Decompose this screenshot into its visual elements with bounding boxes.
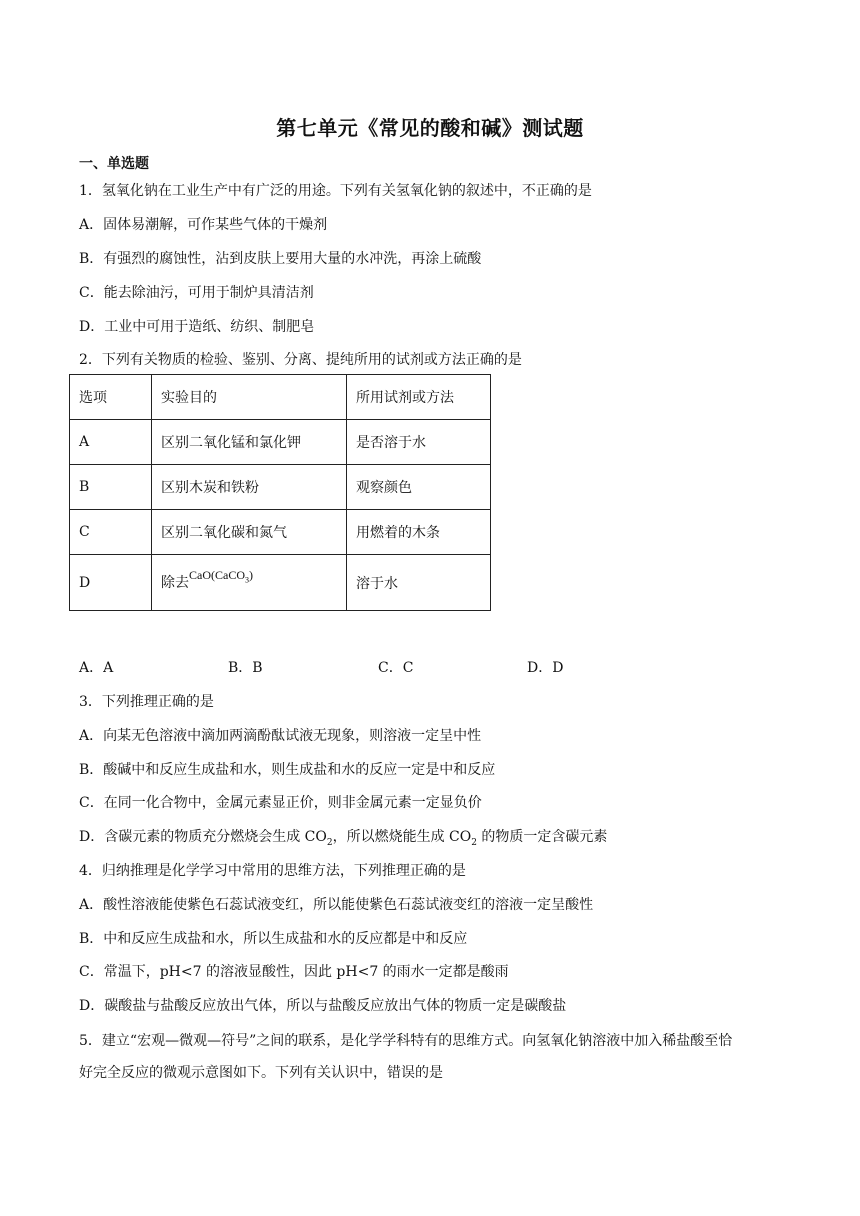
table-cell: C [70, 510, 152, 555]
question-3-option-a: A．向某无色溶液中滴加两滴酚酞试液无现象，则溶液一定呈中性 [79, 728, 482, 744]
table-cell: D [70, 555, 152, 611]
question-4-option-d: D．碳酸盐与盐酸反应放出气体，所以与盐酸反应放出气体的物质一定是碳酸盐 [79, 998, 567, 1014]
question-3-option-b: B．酸碱中和反应生成盐和水，则生成盐和水的反应一定是中和反应 [79, 762, 496, 778]
table-row [70, 510, 491, 555]
question-2-option-b: B．B [228, 660, 263, 676]
page-title: 第七单元《常见的酸和碱》测试题 [276, 116, 584, 140]
table-cell: 观察颜色 [347, 465, 491, 510]
table-header-cell: 实验目的 [152, 375, 347, 420]
question-5-stem-line-1: 5．建立“宏观—微观—符号”之间的联系，是化学学科特有的思维方式。向氢氧化钠溶液中加入稀盐酸至恰 [79, 1033, 733, 1049]
table-cell: 是否溶于水 [347, 420, 491, 465]
section-heading: 一、单选题 [79, 156, 149, 172]
question-2-option-c: C．C [378, 660, 414, 676]
table-row [70, 555, 491, 611]
purpose-prefix: 除去 [161, 575, 189, 592]
question-3-stem: 3．下列推理正确的是 [79, 694, 214, 710]
question-1-option-b: B．有强烈的腐蚀性，沾到皮肤上要用大量的水冲洗，再涂上硫酸 [79, 251, 482, 267]
table-cell: 用燃着的木条 [347, 510, 491, 555]
question-3-option-c: C．在同一化合物中，金属元素显正价，则非金属元素一定显负价 [79, 795, 482, 811]
question-2-option-a: A．A [79, 660, 114, 676]
table-cell [152, 555, 347, 611]
table-header-row [70, 375, 491, 420]
chemical-formula: CaO(CaCO$_3$) [189, 568, 253, 585]
question-2-stem: 2．下列有关物质的检验、鉴别、分离、提纯所用的试剂或方法正确的是 [79, 352, 522, 368]
question-1-option-c: C．能去除油污，可用于制炉具清洁剂 [79, 285, 314, 301]
question-1-option-a: A．固体易潮解，可作某些气体的干燥剂 [79, 217, 328, 233]
question-5-stem-line-2: 好完全反应的微观示意图如下。下列有关认识中，错误的是 [79, 1065, 443, 1081]
table-header-cell: 选项 [70, 375, 152, 420]
question-4-option-a: A．酸性溶液能使紫色石蕊试液变红，所以能使紫色石蕊试液变红的溶液一定呈酸性 [79, 897, 594, 913]
table-cell: 溶于水 [347, 555, 491, 611]
question-4-option-c: C．常温下，pH<7 的溶液显酸性，因此 pH<7 的雨水一定都是酸雨 [79, 964, 509, 980]
table-cell: A [70, 420, 152, 465]
table-header-cell: 所用试剂或方法 [347, 375, 491, 420]
question-2-table [69, 374, 491, 611]
table-cell: 区别木炭和铁粉 [152, 465, 347, 510]
question-4-stem: 4．归纳推理是化学学习中常用的思维方法，下列推理正确的是 [79, 863, 466, 879]
question-1-stem: 1．氢氧化钠在工业生产中有广泛的用途。下列有关氢氧化钠的叙述中，不正确的是 [79, 183, 592, 199]
question-1-option-d: D．工业中可用于造纸、纺织、制肥皂 [79, 319, 315, 335]
question-4-option-b: B．中和反应生成盐和水，所以生成盐和水的反应都是中和反应 [79, 931, 468, 947]
table-row [70, 420, 491, 465]
table-cell: 区别二氧化锰和氯化钾 [152, 420, 347, 465]
question-2-option-d: D．D [527, 660, 564, 676]
table-cell: B [70, 465, 152, 510]
table-row [70, 465, 491, 510]
question-3-option-d: D．含碳元素的物质充分燃烧会生成 $CO_2$，所以燃烧能生成 $CO_2$ 的物质一定含碳元素 [79, 829, 608, 848]
table-cell: 区别二氧化碳和氮气 [152, 510, 347, 555]
